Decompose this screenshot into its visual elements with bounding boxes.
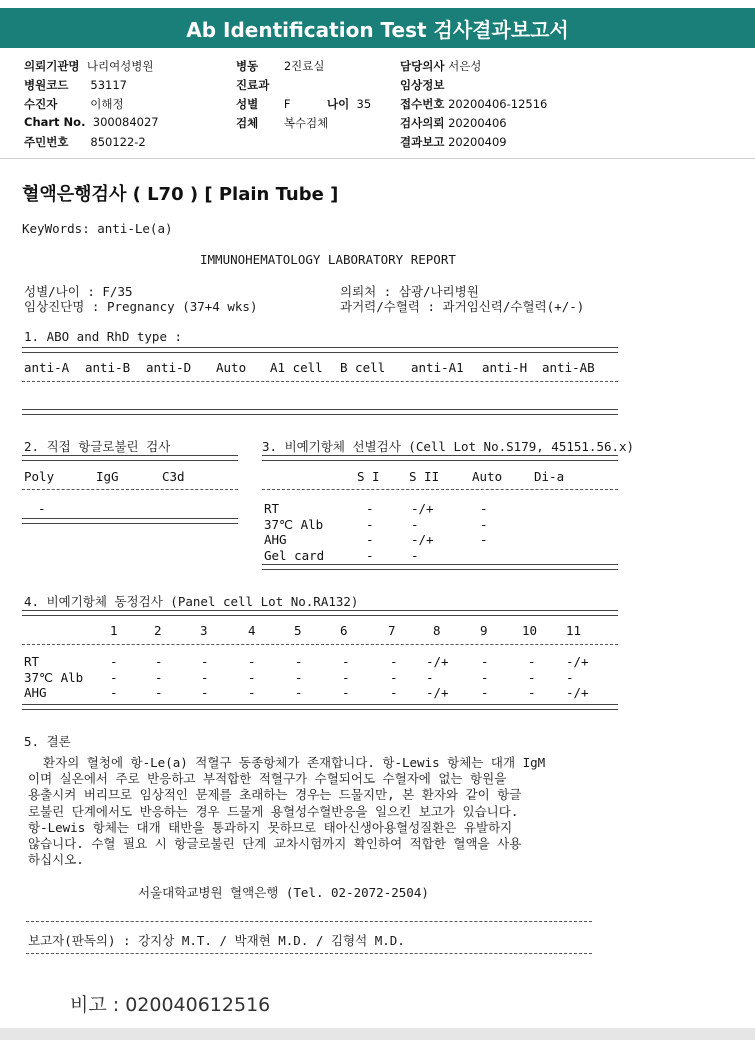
panel-row-value: - xyxy=(481,685,489,700)
panel-row-value: -/+ xyxy=(426,685,449,700)
screen-row-value: - xyxy=(411,547,419,563)
screen-row-value: - xyxy=(366,501,374,516)
panel-column-header: 10 xyxy=(522,623,538,638)
abo-bottom-rule xyxy=(22,409,618,415)
lab-title: IMMUNOHEMATOLOGY LABORATORY REPORT xyxy=(200,252,456,267)
panel-column-header: 9 xyxy=(480,623,488,638)
receipt-no-row: 접수번호 20200406-12516 xyxy=(400,97,548,111)
abo-top-rule xyxy=(22,347,618,353)
footer-bar xyxy=(0,1028,755,1040)
panel-row-value: - xyxy=(390,685,398,700)
screen-bottom-rule xyxy=(262,564,618,570)
sex-age: 성별/나이 : F/35 xyxy=(24,284,133,299)
panel-row-value: - xyxy=(342,685,350,700)
panel-row-value: -/+ xyxy=(566,654,589,669)
panel-column-header: 3 xyxy=(200,623,208,638)
chart-no-row: Chart No. 300084027 xyxy=(24,115,159,129)
screen-top-rule xyxy=(262,455,618,461)
sex-row: 성별 F xyxy=(236,97,291,111)
panel-row-value: - xyxy=(155,669,163,685)
specimen-row: 검체 복수검체 xyxy=(236,116,329,130)
report-title: Ab Identification Test 검사결과보고서 xyxy=(186,17,569,42)
panel-column-header: 8 xyxy=(433,623,441,638)
screen-row-phase: 37℃ Alb xyxy=(264,516,324,532)
keywords: KeyWords: anti-Le(a) xyxy=(22,221,173,236)
panel-row-value: - xyxy=(248,654,256,669)
lab-contact: 서울대학교병원 혈액은행 (Tel. 02-2072-2504) xyxy=(138,885,429,900)
screen-row-value: - xyxy=(480,532,488,547)
screen-column-header: S II xyxy=(409,469,440,484)
panel-row-phase: AHG xyxy=(24,685,47,700)
panel-row-value: - xyxy=(390,654,398,669)
department-row: 진료과 xyxy=(236,78,270,92)
panel-title: 4. 비예기항체 동정검사 (Panel cell Lot No.RA132) xyxy=(24,594,359,609)
panel-column-header: 2 xyxy=(154,623,162,638)
conclusion-line: 로불린 단계에서도 반응하는 경우 드물게 용혈성수혈반응을 일으킨 보고가 있습니다. xyxy=(28,803,519,819)
panel-row-value: - xyxy=(155,654,163,669)
panel-column-header: 4 xyxy=(248,623,256,638)
screen-column-header: Auto xyxy=(472,469,503,484)
dat-title: 2. 직접 항글로불린 검사 xyxy=(24,439,171,454)
request-date-row: 검사의뢰 20200406 xyxy=(400,116,507,130)
panel-row-value: - xyxy=(155,685,163,700)
resident-no-row: 주민번호 850122-2 xyxy=(24,135,146,149)
screen-row-value: -/+ xyxy=(411,532,434,547)
panel-row-value: - xyxy=(295,669,303,685)
abo-column-header: anti-A xyxy=(24,360,70,375)
panel-column-header: 7 xyxy=(388,623,396,638)
panel-row-value: - xyxy=(201,685,209,700)
dat-column-header: C3d xyxy=(162,469,185,484)
referral: 의뢰처 : 삼광/나리병원 xyxy=(340,284,479,299)
abo-column-header: anti-AB xyxy=(542,360,595,375)
panel-column-header: 1 xyxy=(110,623,118,638)
abo-column-header: B cell xyxy=(340,360,386,375)
panel-row-value: - xyxy=(390,669,398,685)
panel-column-header: 6 xyxy=(340,623,348,638)
panel-top-rule xyxy=(22,610,618,616)
abo-dash-rule xyxy=(22,381,618,382)
screen-column-header: Di-a xyxy=(534,469,565,484)
reporter-top-rule xyxy=(26,921,592,922)
report-title-bar xyxy=(0,8,755,48)
ward-row: 병동 2진료실 xyxy=(236,59,325,73)
reporters: 보고자(판독의) : 강지상 M.T. / 박재현 M.D. / 김형석 M.D. xyxy=(28,933,405,948)
panel-dash-rule xyxy=(22,644,618,645)
screen-row-value: - xyxy=(480,501,488,516)
panel-row-value: - xyxy=(481,654,489,669)
screen-column-header: S I xyxy=(357,469,380,484)
abo-column-header: anti-H xyxy=(482,360,528,375)
abo-column-header: A1 cell xyxy=(270,360,323,375)
remark: 비고 : 020040612516 xyxy=(70,994,271,1016)
conclusion-text xyxy=(28,755,648,868)
hospital-value: 나리여성병원 xyxy=(86,59,154,73)
screen-title: 3. 비예기항체 선별검사 (Cell Lot No.S179, 45151.56.x) xyxy=(262,439,635,454)
panel-row-value: -/+ xyxy=(426,654,449,669)
panel-column-header: 5 xyxy=(294,623,302,638)
panel-row-value: - xyxy=(201,654,209,669)
abo-column-header: anti-B xyxy=(85,360,131,375)
panel-row-value: - xyxy=(528,669,536,685)
panel-row-phase: 37℃ Alb xyxy=(24,669,84,685)
panel-row-value: - xyxy=(110,654,118,669)
screen-row-value: - xyxy=(366,547,374,563)
conclusion-line: 않습니다. 수혈 필요 시 항글로불린 단계 교차시험까지 확인하여 적합한 혈액을 사용 xyxy=(28,836,522,852)
panel-row-value: - xyxy=(481,669,489,685)
dat-column-header: Poly xyxy=(24,469,55,484)
panel-column-header: 11 xyxy=(566,623,582,638)
panel-row-value: - xyxy=(528,685,536,700)
panel-row-value: - xyxy=(248,669,256,685)
panel-row-value: - xyxy=(342,669,350,685)
conclusion-line: 환자의 혈청에 항-Le(a) 적혈구 동종항체가 존재합니다. 항-Lewis 항체는 대개 IgM xyxy=(28,755,546,770)
clinical-info-row: 임상정보 xyxy=(400,78,445,92)
screen-row-value: - xyxy=(366,516,374,532)
conclusion-line: 용출시켜 버리므로 임상적인 문제를 초래하는 경우는 드물지만, 본 환자와 같이 항글 xyxy=(28,787,522,803)
panel-row-phase: RT xyxy=(24,654,40,669)
dat-top-rule xyxy=(22,455,238,461)
abo-column-header: anti-A1 xyxy=(411,360,464,375)
screen-row-value: - xyxy=(480,516,488,532)
age-row: 나이 35 xyxy=(327,97,372,111)
section-title: 혈액은행검사 ( L70 ) [ Plain Tube ] xyxy=(22,184,339,205)
history: 과거력/수혈력 : 과거임신력/수혈력(+/-) xyxy=(340,299,585,314)
panel-row-value: - xyxy=(342,654,350,669)
patient-row: 수진자 이해정 xyxy=(24,97,124,111)
panel-row-value: -/+ xyxy=(566,685,589,700)
report-date-row: 결과보고 20200409 xyxy=(400,135,507,149)
diagnosis: 임상진단명 : Pregnancy (37+4 wks) xyxy=(24,299,258,314)
panel-bottom-rule xyxy=(22,704,618,710)
screen-row-phase: RT xyxy=(264,501,280,516)
abo-column-header: Auto xyxy=(216,360,247,375)
abo-title: 1. ABO and RhD type : xyxy=(24,329,183,344)
screen-dash-rule xyxy=(262,489,618,490)
panel-row-value: - xyxy=(110,669,118,685)
abo-column-header: anti-D xyxy=(146,360,192,375)
dat-dash-rule xyxy=(22,489,238,490)
screen-row-phase: Gel card xyxy=(264,547,325,563)
panel-row-value: - xyxy=(201,669,209,685)
panel-row-value: - xyxy=(528,654,536,669)
conclusion-line: 항-Lewis 항체는 대개 태반을 통과하지 못하므로 태아신생아용혈성질환은 유발하지 xyxy=(28,819,513,835)
panel-row-value: - xyxy=(566,669,574,685)
panel-row-value: - xyxy=(426,669,434,685)
header-divider xyxy=(0,158,755,159)
reporter-bottom-rule xyxy=(26,953,592,954)
hospital-code-row: 병원코드 53117 xyxy=(24,78,127,92)
panel-row-value: - xyxy=(248,685,256,700)
panel-row-value: - xyxy=(110,685,118,700)
screen-row-value: - xyxy=(411,516,419,532)
screen-row-value: - xyxy=(366,532,374,547)
conclusion-line: 이며 실온에서 주로 반응하고 부적합한 적혈구가 수혈되어도 수혈자에 없는 항원을 xyxy=(28,771,507,787)
panel-row-value: - xyxy=(295,685,303,700)
conclusion-line: 하십시오. xyxy=(28,852,84,868)
dat-bottom-rule xyxy=(22,518,238,524)
doctor-row: 담당의사 서은성 xyxy=(400,59,482,73)
dat-value: - xyxy=(38,501,46,516)
panel-row-value: - xyxy=(295,654,303,669)
screen-row-value: -/+ xyxy=(411,501,434,516)
conclusion-title: 5. 결론 xyxy=(24,734,71,749)
hospital-row: 의뢰기관명 나리여성병원 xyxy=(24,59,154,73)
screen-row-phase: AHG xyxy=(264,532,287,547)
dat-column-header: IgG xyxy=(96,469,119,484)
